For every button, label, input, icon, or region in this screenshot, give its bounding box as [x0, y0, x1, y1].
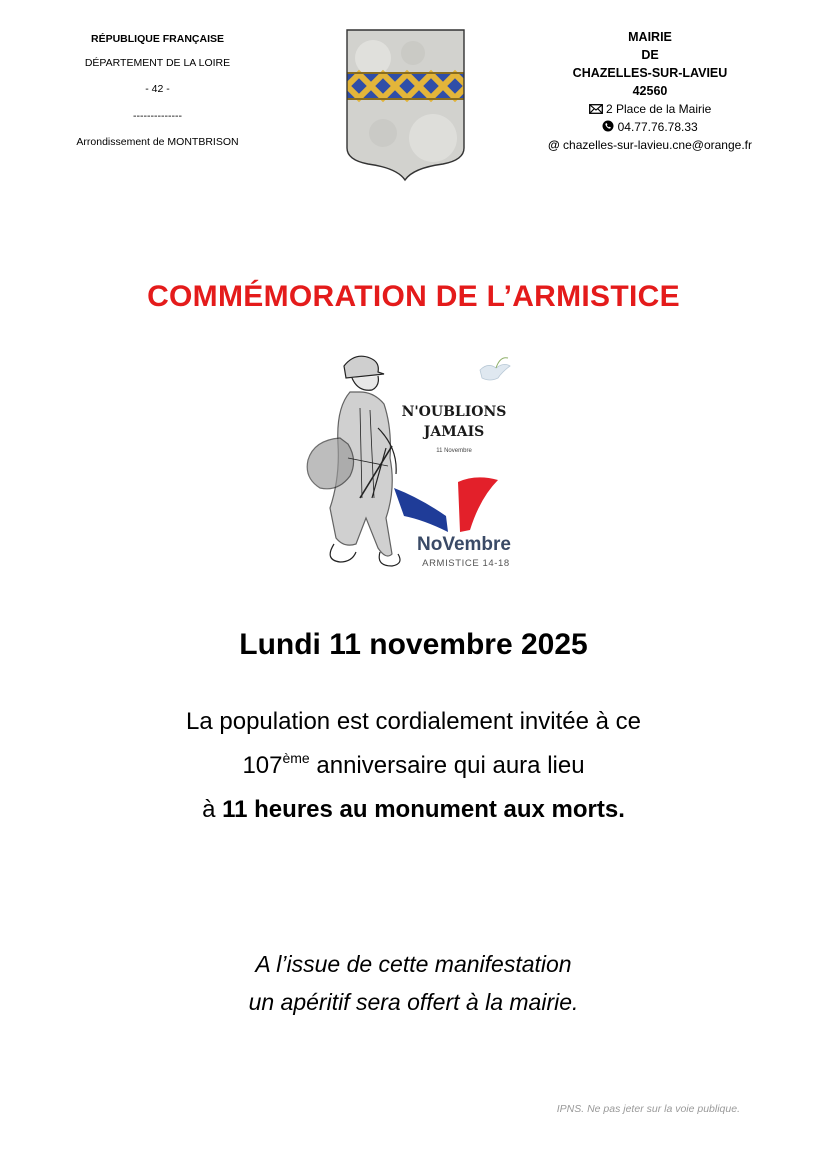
event-date: Lundi 11 novembre 2025	[239, 628, 588, 661]
aperitif-line1: A l’issue de cette manifestation	[255, 951, 572, 977]
event-time-place: 11 heures au monument aux morts.	[222, 796, 625, 823]
header-right	[530, 28, 770, 154]
mairie-de-label: DE	[641, 48, 659, 62]
invitation-line2-rest: anniversaire qui aura lieu	[309, 752, 585, 779]
separator-line: --------------	[133, 109, 182, 122]
anniversary-number: 107	[242, 752, 283, 779]
aperitif-line2: un apéritif sera offert à la mairie.	[248, 989, 579, 1015]
page-title: COMMÉMORATION DE L’ARMISTICE	[147, 280, 680, 313]
anniversary-suffix: ème	[282, 750, 310, 766]
phone-icon	[602, 120, 617, 134]
address-line	[530, 100, 770, 118]
arrondissement-label: Arrondissement de MONTBRISON	[76, 136, 239, 148]
town-name: CHAZELLES-SUR-LAVIEU	[572, 66, 728, 80]
invitation-line2	[0, 744, 827, 788]
postcode: 42560	[632, 84, 668, 98]
email-text[interactable]: chazelles-sur-lavieu.cne@orange.fr	[563, 138, 752, 152]
dove-icon	[480, 358, 510, 380]
soldier-sketch-icon	[307, 356, 400, 566]
at-icon: @	[548, 138, 560, 152]
flag-blue-shape	[394, 488, 448, 532]
phone-text: 04.77.76.78.33	[617, 120, 698, 134]
slogan-date: 11 Novembre	[436, 448, 472, 454]
logo-word: NoVembre	[417, 534, 511, 555]
department-label: DÉPARTEMENT DE LA LOIRE	[84, 56, 231, 69]
armistice-illustration	[300, 348, 530, 576]
envelope-icon	[589, 102, 606, 116]
invitation-line3-prefix: à	[202, 796, 223, 823]
email-line	[530, 136, 770, 154]
invitation-line1: La population est cordialement invitée à ce	[186, 708, 641, 735]
department-number: - 42 -	[145, 83, 170, 95]
footer-note: IPNS. Ne pas jeter sur la voie publique.	[556, 1103, 740, 1115]
mairie-label: MAIRIE	[628, 30, 672, 44]
aperitif-notice	[0, 945, 827, 1021]
flag-red-shape	[458, 477, 498, 532]
logo-sub: ARMISTICE 14-18	[422, 558, 510, 569]
republic-label: RÉPUBLIQUE FRANÇAISE	[90, 33, 224, 45]
phone-line	[530, 118, 770, 136]
town-crest-icon	[343, 28, 468, 183]
invitation-line3	[0, 788, 827, 832]
header-left	[40, 28, 275, 161]
slogan-line1: N'OUBLIONS	[401, 404, 507, 420]
invitation-text	[0, 700, 827, 832]
address-text: 2 Place de la Mairie	[605, 102, 712, 116]
slogan-line2: JAMAIS	[423, 424, 485, 440]
